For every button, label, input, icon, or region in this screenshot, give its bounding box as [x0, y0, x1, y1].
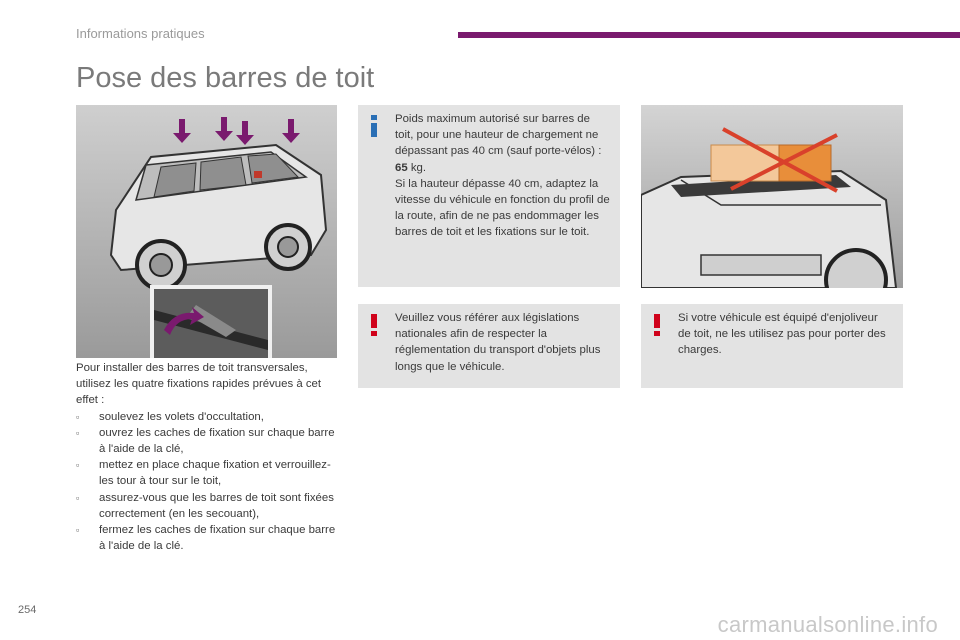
list-item: [76, 522, 338, 554]
step-text: assurez-vous que les barres de toit sont fixées correctement (en les secouant),: [99, 491, 334, 520]
step-text: soulevez les volets d'occultation,: [99, 410, 264, 423]
intro-text: Pour installer des barres de toit transversales, utilisez les quatre fixations rapides prévues à cet effet :: [76, 362, 322, 407]
header-accent-bar: [458, 32, 960, 38]
list-item: [76, 409, 338, 425]
section-header: Informations pratiques: [76, 26, 205, 41]
watermark: carmanualsonline.info: [717, 612, 938, 637]
bullet-icon: ▫: [76, 460, 80, 471]
info-box: [358, 105, 620, 287]
info-weight: 65: [395, 161, 408, 174]
page-number: 254: [18, 604, 37, 616]
info-line1: Poids maximum autorisé sur barres de toit, pour une hauteur de chargement ne dépassant pas 40 cm (sauf porte-vélos) :: [395, 113, 602, 158]
info-line2: Si la hauteur dépasse 40 cm, adaptez la vitesse du véhicule en fonction du profil de la route, afin de ne pas endommager les barres de toit et les fixations sur le toit.: [395, 177, 610, 239]
installation-instructions: [76, 360, 338, 554]
list-item: [76, 490, 338, 522]
info-icon: [368, 115, 380, 137]
warning-icon: [651, 314, 663, 336]
step-text: fermez les caches de fixation sur chaque barre à l'aide de la clé.: [99, 524, 336, 553]
warning-box-legislation: [358, 304, 620, 388]
bullet-icon: ▫: [76, 427, 80, 438]
info-unit: kg.: [407, 161, 427, 174]
list-item: [76, 425, 338, 457]
bullet-icon: ▫: [76, 492, 80, 503]
car-overload-illustration: [641, 105, 903, 288]
step-text: mettez en place chaque fixation et verrouillez-les tour à tour sur le toit,: [99, 459, 331, 488]
info-text: [395, 111, 610, 241]
bullet-icon: ▫: [76, 411, 80, 422]
warning-box-roof-trim: [641, 304, 903, 388]
car-roof-fixation-illustration: [76, 105, 337, 358]
warning-icon: [368, 314, 380, 336]
page-title: Pose des barres de toit: [76, 62, 375, 94]
fixation-inset: [150, 285, 272, 358]
steps-list: [76, 409, 338, 555]
list-item: [76, 457, 338, 489]
bullet-icon: ▫: [76, 525, 80, 536]
car-illustration: [76, 105, 337, 358]
car-roof-load-crossed-illustration: [641, 105, 903, 288]
warning-text: Veuillez vous référer aux législations nationales afin de respecter la réglementation du transport d'objets plus longs que le véhicule.: [395, 312, 601, 373]
step-text: ouvrez les caches de fixation sur chaque barre à l'aide de la clé,: [99, 426, 335, 456]
warning-text: Si votre véhicule est équipé d'enjoliveur de toit, ne les utilisez pas pour porter des charges.: [678, 312, 886, 357]
